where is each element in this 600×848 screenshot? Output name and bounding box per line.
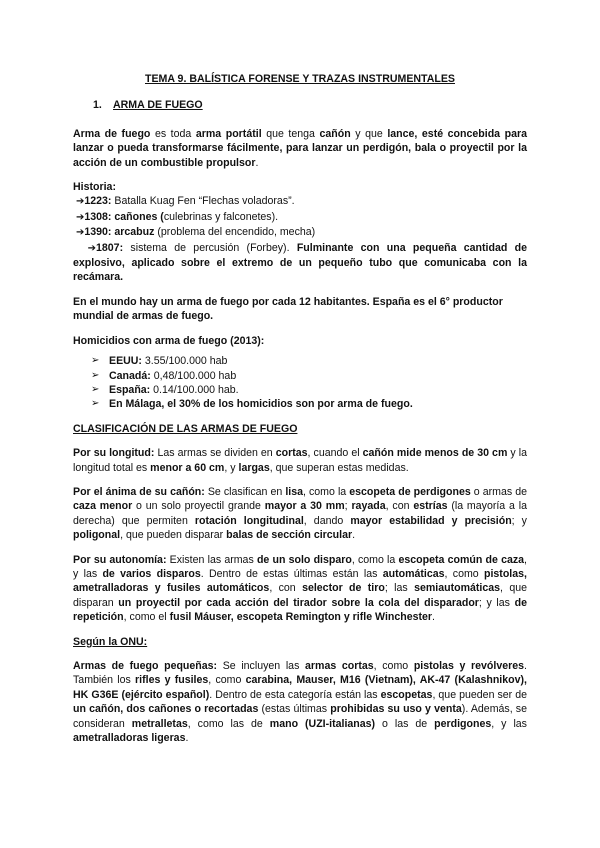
history-item: [73, 194, 527, 209]
world-text: En el mundo hay un arma de fuego por cada 12 habitantes. España es el 6° productor mundial de armas de fuego.: [73, 295, 503, 323]
text: , dando: [303, 514, 351, 527]
text: ). Además, se consideran: [73, 703, 527, 730]
history-heading-text: Historia:: [73, 181, 116, 194]
term: poligonal: [73, 529, 121, 542]
onu-heading: [73, 635, 527, 649]
history-year: 1390: arcabuz: [84, 226, 155, 239]
term: de un solo disparo: [256, 553, 352, 566]
text: , como: [444, 567, 484, 580]
classification-heading: [73, 422, 527, 436]
arrow-icon: ➔: [75, 211, 85, 223]
text: o armas de: [470, 485, 527, 498]
history-block: [73, 180, 527, 285]
term: escopetas: [380, 688, 433, 701]
term: un proyectil por cada acción del tirador sobre la cola del disparador: [118, 596, 479, 609]
history-year: 1223:: [84, 195, 112, 208]
text: , que pueden ser de: [432, 688, 528, 701]
term: pistolas y revólveres: [413, 660, 525, 672]
text: , como la: [351, 553, 399, 566]
term: selector de tiro: [302, 582, 385, 595]
term: de repetición: [73, 596, 527, 624]
history-text: sistema de percusión (Forbey).: [123, 241, 297, 254]
term: rayada: [351, 500, 386, 513]
history-text: culebrinas y falconetes).: [163, 210, 279, 223]
world-paragraph: [73, 295, 527, 324]
text: es toda: [150, 127, 196, 140]
text: . También los: [73, 660, 527, 687]
term: lisa: [285, 485, 303, 498]
term: fusil Máuser, escopeta Remington y rifle Winchester: [169, 611, 433, 624]
term: Armas de fuego pequeñas:: [73, 660, 218, 672]
history-year: 1807:: [96, 241, 124, 254]
text: ;: [344, 500, 352, 513]
term: prohibidas su uso y venta: [330, 703, 462, 716]
term: ametralladoras ligeras: [73, 732, 186, 745]
text: , como la: [303, 485, 350, 498]
history-item: [73, 241, 527, 285]
length-paragraph: [73, 446, 527, 475]
text: Existen las armas: [166, 553, 257, 566]
term: balas de sección circular: [226, 529, 353, 542]
country: En Málaga, el 30% de los homicidios son por arma de fuego.: [109, 398, 413, 411]
section-heading-arma-de-fuego: [93, 98, 527, 112]
term: escopeta común de caza: [398, 553, 525, 566]
term: mayor estabilidad y precisión: [350, 514, 512, 527]
term: metralletas: [131, 717, 188, 730]
rate: 0,48/100.000 hab: [150, 369, 237, 382]
text: , que superan estas medidas.: [269, 461, 409, 474]
country: Canadá:: [109, 369, 151, 382]
term: cortas: [275, 447, 308, 460]
arrow-icon: ➔: [75, 196, 85, 208]
small-arms-paragraph: [73, 659, 527, 745]
term: estrías: [413, 500, 448, 513]
rate: 3.55/100.000 hab: [141, 355, 228, 368]
term: perdigones: [434, 717, 492, 730]
text: y la longitud total es: [73, 447, 528, 474]
history-heading: [73, 180, 527, 194]
text: ; y las: [478, 596, 515, 609]
history-item: [73, 210, 527, 225]
arrow-icon: ➔: [75, 227, 85, 239]
history-highlight: Fulminante con una pequeña cantidad de explosivo, aplicado sobre el extremo de un pequeño tubo que comunicaba con la recámara.: [73, 241, 527, 284]
term: mayor a 30 mm: [264, 500, 345, 513]
term: mano (UZI-italianas): [269, 717, 376, 730]
history-item: [73, 225, 527, 240]
text: , como: [373, 660, 414, 672]
text: Se clasifican en: [204, 485, 286, 498]
homicides-heading: [73, 334, 527, 348]
list-item: [91, 354, 527, 368]
section-label: ARMA DE FUEGO: [113, 99, 203, 112]
text: ; y: [511, 514, 527, 527]
term: Por su autonomía:: [73, 553, 167, 566]
text: y que: [350, 127, 388, 140]
term: rotación longitudinal: [194, 514, 304, 527]
text: .: [255, 156, 259, 169]
text: . Dentro de esta categoría están las: [209, 688, 381, 701]
term: automáticas: [382, 567, 445, 580]
homicides-heading-text: Homicidios con arma de fuego (2013):: [73, 334, 265, 347]
list-item: [91, 397, 527, 411]
text: . Dentro de estas últimas están las: [200, 567, 383, 580]
country: EEUU:: [109, 355, 142, 368]
term: cañón: [319, 127, 351, 140]
classification-heading-text: CLASIFICACIÓN DE LAS ARMAS DE FUEGO: [73, 422, 298, 435]
term: cañón mide menos de 30 cm: [362, 447, 508, 460]
list-item: [91, 369, 527, 383]
term: Por su longitud:: [73, 447, 155, 460]
text: , con: [269, 582, 303, 595]
term: un cañón, dos cañones o recortadas: [73, 703, 259, 716]
term: de varios disparos: [102, 567, 201, 580]
term: pistolas, ametralladoras y fusiles automáticos: [73, 567, 527, 595]
text: , cuando el: [307, 447, 363, 460]
term: escopeta de perdigones: [349, 485, 471, 498]
text: Se incluyen las: [217, 660, 306, 672]
arrow-icon: ➔: [87, 242, 96, 254]
document-title: TEMA 9. BALÍSTICA FORENSE Y TRAZAS INSTRUMENTALES: [145, 73, 455, 85]
history-year: 1308: cañones (: [84, 210, 164, 223]
term: Arma de fuego: [73, 127, 151, 140]
term: largas: [238, 461, 270, 474]
term: rifles y fusiles: [135, 674, 209, 687]
text: o las de: [375, 717, 435, 730]
text: , y: [224, 461, 239, 474]
text: (estas últimas: [258, 703, 331, 716]
term: Por el ánima de su cañón:: [73, 485, 205, 498]
text: o un solo proyectil grande: [132, 500, 265, 513]
term: caza menor: [73, 500, 133, 513]
term: lance, esté concebida para lanzar o pueda transformarse fácilmente, para lanzar un perdigón, bala o proyectil por la acción de un combustible propulsor: [73, 127, 527, 169]
text: , como el: [123, 611, 170, 624]
text: , como las de: [187, 717, 270, 730]
rate: 0.14/100.000 hab.: [150, 383, 239, 396]
term: armas cortas: [305, 660, 374, 672]
text: ; las: [384, 582, 415, 595]
text: .: [432, 611, 435, 624]
list-item: [91, 383, 527, 397]
text: que tenga: [261, 127, 320, 140]
text: .: [352, 529, 356, 542]
text: (la mayoría a la derecha) que permiten: [73, 500, 528, 527]
section-number: 1.: [93, 99, 102, 112]
text: , y las: [73, 553, 527, 580]
text: , que pueden disparar: [120, 529, 227, 542]
autonomy-paragraph: [73, 553, 527, 625]
term: arma portátil: [195, 127, 262, 140]
text: , que disparan: [73, 582, 528, 609]
text: , como: [208, 674, 246, 687]
term: menor a 60 cm: [150, 461, 225, 474]
term: semiautomáticas: [414, 582, 501, 595]
text: , con: [385, 500, 414, 513]
homicides-list: [73, 354, 527, 412]
history-text: (problema del encendido, mecha): [154, 226, 316, 239]
term: carabina, Mauser, M16 (Vietnam), AK-47 (Kalashnikov), HK G36E (ejército español): [73, 674, 527, 701]
onu-heading-text: Según la ONU:: [73, 635, 148, 648]
text: , y las: [491, 717, 527, 730]
bore-paragraph: [73, 485, 527, 543]
history-text: Batalla Kuag Fen “Flechas voladoras”.: [111, 195, 295, 208]
country: España:: [109, 383, 151, 396]
text: Las armas se dividen en: [154, 447, 276, 460]
definition-paragraph: [73, 127, 527, 170]
text: .: [185, 732, 189, 745]
